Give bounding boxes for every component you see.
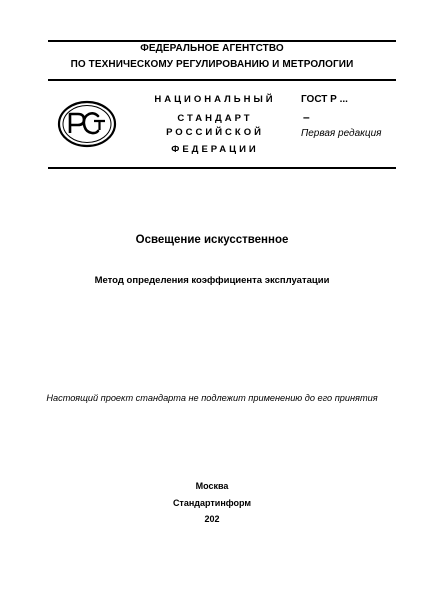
gost-label: ГОСТ Р ... (301, 94, 348, 105)
document-subtitle: Метод определения коэффициента эксплуатации (94, 275, 330, 286)
gost-r-logo-icon (56, 99, 118, 149)
national-line-4: ФЕДЕРАЦИИ (171, 144, 259, 155)
national-line-2: СТАНДАРТ (177, 113, 253, 124)
footer-city: Москва (195, 481, 229, 491)
footer-publisher: Стандартинформ (172, 498, 252, 508)
edition-label: Первая редакция (301, 128, 382, 139)
middle-rule (48, 79, 396, 81)
agency-line-2: ПО ТЕХНИЧЕСКОМУ РЕГУЛИРОВАНИЮ И МЕТРОЛОГИИ (70, 59, 354, 70)
document-title: Освещение искусственное (135, 234, 289, 246)
national-line-3: РОССИЙСКОЙ (166, 127, 264, 138)
agency-line-1: ФЕДЕРАЛЬНОЕ АГЕНТСТВО (140, 43, 284, 54)
national-line-1: НАЦИОНАЛЬНЫЙ (154, 94, 276, 105)
top-rule (48, 40, 396, 42)
bottom-rule (48, 167, 396, 169)
footer-year: 202 (204, 514, 220, 524)
gost-dash: – (303, 110, 310, 124)
draft-notice: Настоящий проект стандарта не подлежит применению до его принятия (46, 393, 378, 403)
